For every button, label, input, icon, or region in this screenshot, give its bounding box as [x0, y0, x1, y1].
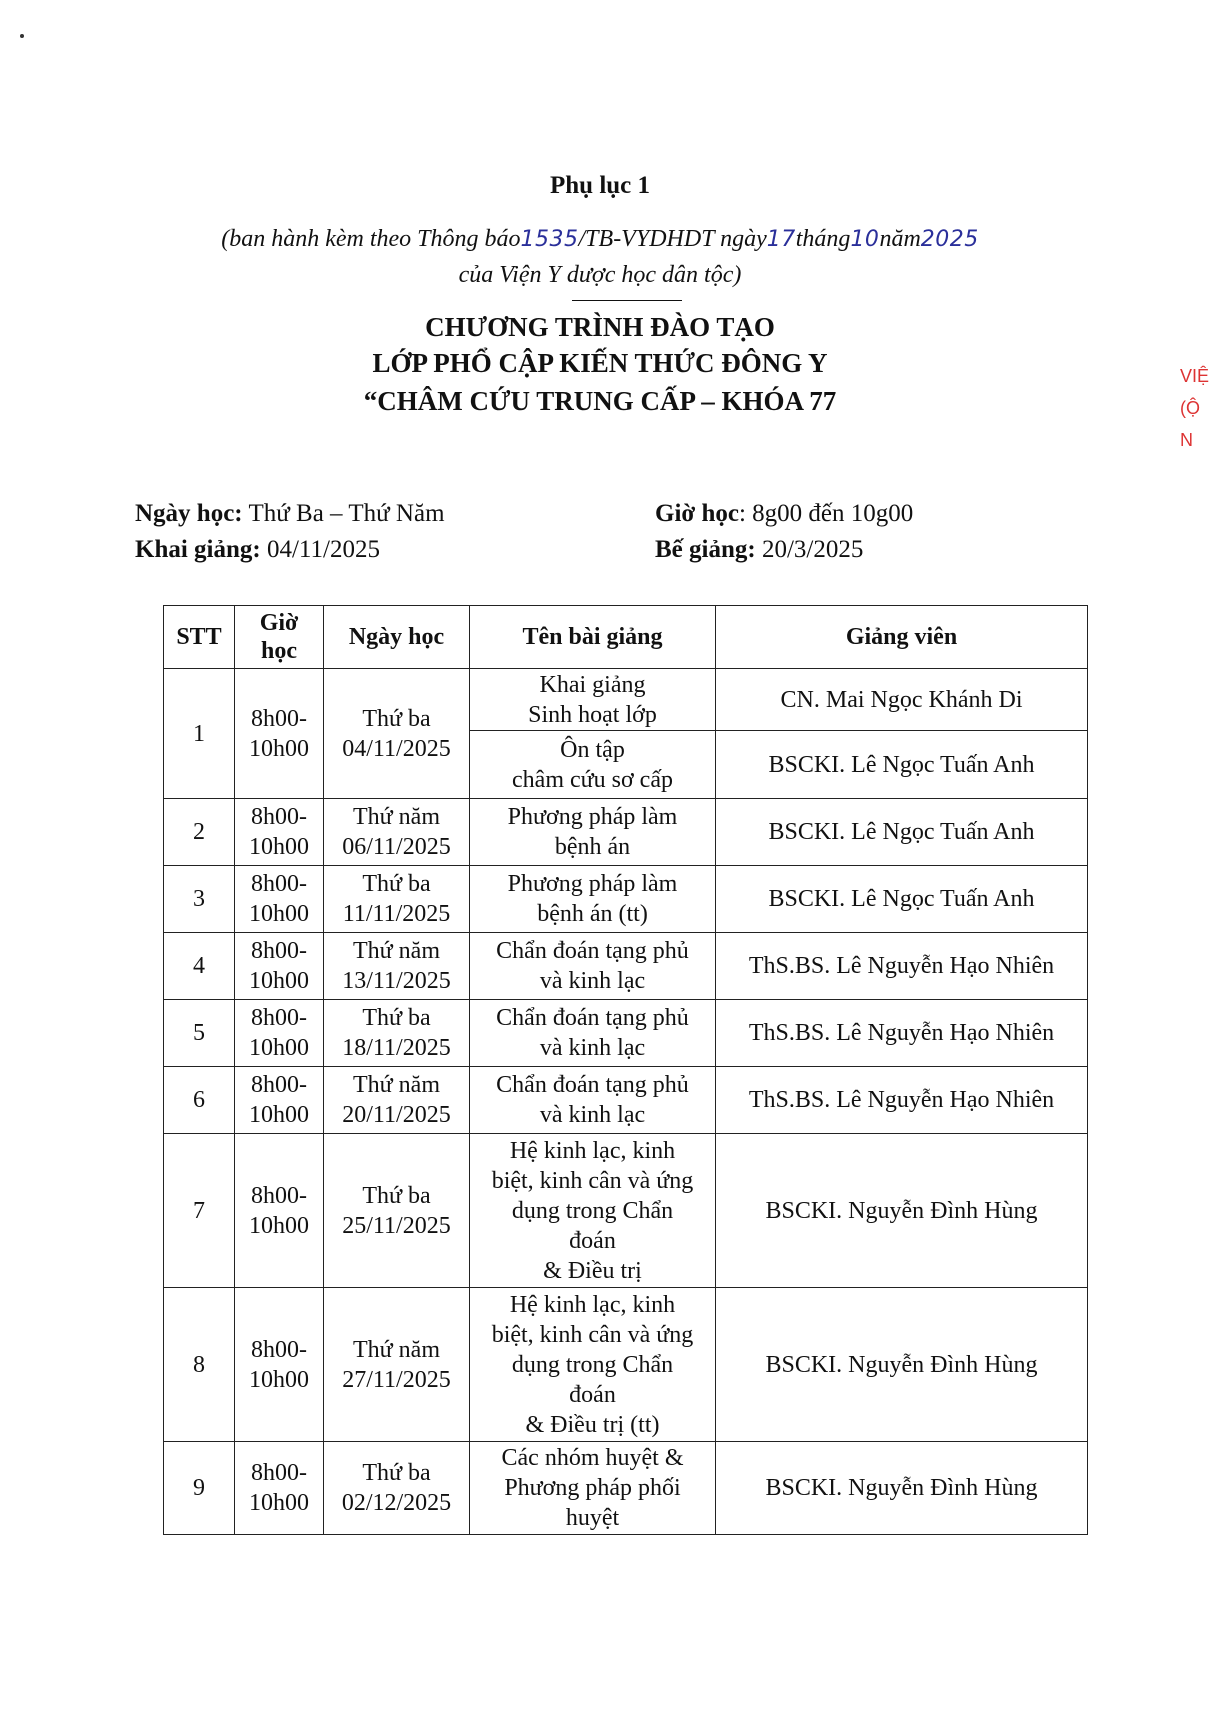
stamp-text: (Ộ — [1180, 398, 1200, 418]
cell-lecturer: BSCKI. Lê Ngọc Tuấn Anh — [716, 799, 1088, 866]
cell-lecturer: BSCKI. Lê Ngọc Tuấn Anh — [716, 866, 1088, 933]
cell-stt: 1 — [164, 669, 235, 799]
study-days-label: Ngày học: — [135, 500, 243, 527]
subtitle-doc-code: /TB-VYDHDT ngày — [578, 226, 767, 252]
cell-lecturer: BSCKI. Nguyễn Đình Hùng — [716, 1288, 1088, 1442]
study-hours-label: Giờ học — [655, 500, 739, 527]
subtitle-line-1 — [0, 226, 1200, 253]
cell-lecturer: CN. Mai Ngọc Khánh Di — [716, 669, 1088, 731]
cell-lecture: Khai giảng Sinh hoạt lớp — [470, 669, 716, 731]
handwritten-doc-number: 1535 — [520, 227, 579, 252]
cell-lecturer: BSCKI. Nguyễn Đình Hùng — [716, 1134, 1088, 1288]
table-row — [164, 1288, 1088, 1442]
class-title: LỚP PHỔ CẬP KIẾN THỨC ĐÔNG Y — [372, 348, 828, 378]
cell-lecturer: BSCKI. Lê Ngọc Tuấn Anh — [716, 731, 1088, 799]
table-row — [164, 1134, 1088, 1288]
cell-lecturer: BSCKI. Nguyễn Đình Hùng — [716, 1442, 1088, 1535]
closing-label: Bế giảng: — [655, 536, 756, 563]
table-row — [164, 1442, 1088, 1535]
cell-lecturer: ThS.BS. Lê Nguyễn Hạo Nhiên — [716, 1000, 1088, 1067]
cell-time: 8h00- 10h00 — [235, 1067, 324, 1134]
cell-lecture: Ôn tập châm cứu sơ cấp — [470, 731, 716, 799]
subtitle-prefix: (ban hành kèm theo Thông báo — [221, 226, 521, 252]
closing-value: 20/3/2025 — [761, 536, 864, 563]
table-row — [164, 933, 1088, 1000]
cell-date: Thứ ba 04/11/2025 — [324, 669, 470, 799]
cell-lecturer: ThS.BS. Lê Nguyễn Hạo Nhiên — [716, 933, 1088, 1000]
cell-date: Thứ ba 02/12/2025 — [324, 1442, 470, 1535]
stamp-text: N — [1180, 430, 1193, 450]
cell-stt: 6 — [164, 1067, 235, 1134]
cell-lecture: Phương pháp làm bệnh án — [470, 799, 716, 866]
cell-stt: 2 — [164, 799, 235, 866]
table-row — [164, 799, 1088, 866]
handwritten-month: 10 — [850, 227, 880, 252]
cell-stt: 7 — [164, 1134, 235, 1288]
cell-stt: 9 — [164, 1442, 235, 1535]
cell-time: 8h00- 10h00 — [235, 866, 324, 933]
study-hours-value: : 8g00 đến 10g00 — [738, 500, 914, 527]
cell-lecture: Hệ kinh lạc, kinh biệt, kinh cân và ứng dụng trong Chẩn đoán & Điều trị — [470, 1134, 716, 1288]
header-time: Giờ học — [235, 606, 324, 669]
cell-date: Thứ năm 06/11/2025 — [324, 799, 470, 866]
cell-time: 8h00- 10h00 — [235, 1000, 324, 1067]
cell-date: Thứ năm 27/11/2025 — [324, 1288, 470, 1442]
closing-date — [655, 536, 863, 564]
cell-stt: 3 — [164, 866, 235, 933]
subtitle-month-label: tháng — [795, 226, 851, 252]
cell-time: 8h00- 10h00 — [235, 669, 324, 799]
cell-date: Thứ ba 11/11/2025 — [324, 866, 470, 933]
cell-date: Thứ năm 13/11/2025 — [324, 933, 470, 1000]
opening-value: 04/11/2025 — [266, 536, 380, 563]
program-title: CHƯƠNG TRÌNH ĐÀO TẠO — [425, 312, 775, 342]
cell-lecture: Các nhóm huyệt & Phương pháp phối huyệt — [470, 1442, 716, 1535]
header-lecture: Tên bài giảng — [470, 606, 716, 669]
cell-lecture: Chẩn đoán tạng phủ và kinh lạc — [470, 1000, 716, 1067]
cell-lecture: Chẩn đoán tạng phủ và kinh lạc — [470, 1067, 716, 1134]
table-row — [164, 1000, 1088, 1067]
cell-time: 8h00- 10h00 — [235, 1442, 324, 1535]
cell-time: 8h00- 10h00 — [235, 933, 324, 1000]
table-row — [164, 866, 1088, 933]
cell-date: Thứ năm 20/11/2025 — [324, 1067, 470, 1134]
cell-date: Thứ ba 25/11/2025 — [324, 1134, 470, 1288]
table-row — [164, 1067, 1088, 1134]
cell-stt: 8 — [164, 1288, 235, 1442]
opening-date — [135, 536, 380, 564]
study-hours — [655, 500, 913, 528]
study-days — [135, 500, 445, 528]
header-date: Ngày học — [324, 606, 470, 669]
opening-label: Khai giảng: — [135, 536, 261, 563]
schedule-table — [163, 605, 1088, 1535]
cell-time: 8h00- 10h00 — [235, 799, 324, 866]
table-row — [164, 669, 1088, 731]
header-lecturer: Giảng viên — [716, 606, 1088, 669]
cell-lecturer: ThS.BS. Lê Nguyễn Hạo Nhiên — [716, 1067, 1088, 1134]
scan-speck — [20, 34, 24, 38]
cell-stt: 4 — [164, 933, 235, 1000]
course-title: “CHÂM CỨU TRUNG CẤP – KHÓA 77 — [363, 386, 837, 416]
stamp-text: VIỆ — [1180, 366, 1209, 386]
cell-date: Thứ ba 18/11/2025 — [324, 1000, 470, 1067]
appendix-title: Phụ lục 1 — [549, 172, 651, 199]
subtitle-year-label: năm — [879, 226, 921, 252]
cell-time: 8h00- 10h00 — [235, 1288, 324, 1442]
study-days-value: Thứ Ba – Thứ Năm — [248, 500, 445, 527]
red-stamp-fragment — [1180, 360, 1209, 570]
cell-time: 8h00- 10h00 — [235, 1134, 324, 1288]
header-stt: STT — [164, 606, 235, 669]
cell-lecture: Hệ kinh lạc, kinh biệt, kinh cân và ứng dụng trong Chẩn đoán & Điều trị (tt) — [470, 1288, 716, 1442]
handwritten-year: 2025 — [920, 227, 979, 252]
cell-lecture: Chẩn đoán tạng phủ và kinh lạc — [470, 933, 716, 1000]
cell-stt: 5 — [164, 1000, 235, 1067]
handwritten-day: 17 — [766, 227, 796, 252]
cell-lecture: Phương pháp làm bệnh án (tt) — [470, 866, 716, 933]
title-divider — [572, 300, 682, 301]
subtitle-line-2: của Viện Y dược học dân tộc) — [458, 262, 742, 288]
table-header-row — [164, 606, 1088, 669]
